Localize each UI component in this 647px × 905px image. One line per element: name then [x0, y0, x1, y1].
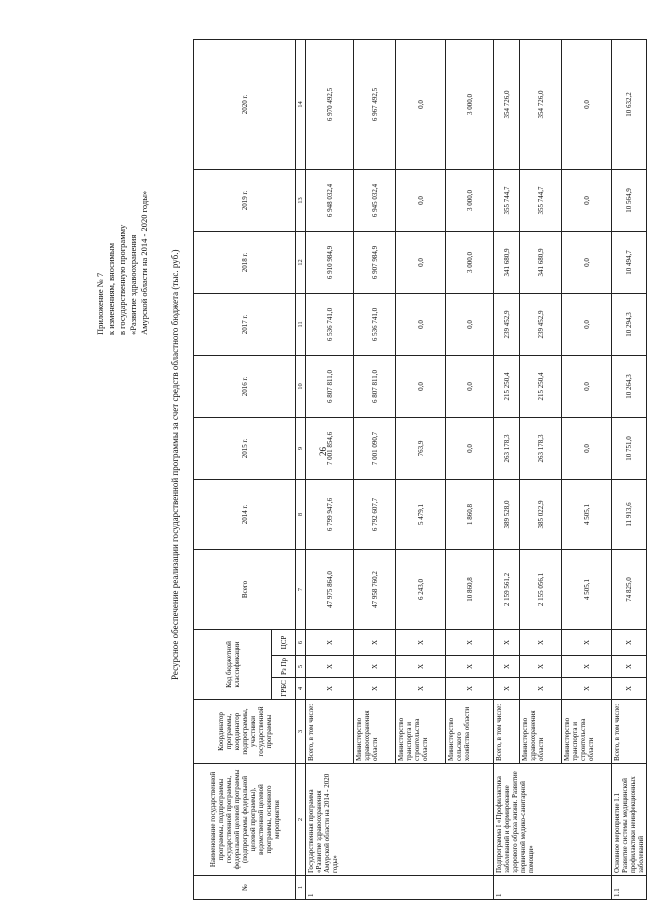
cell-value: 11 913,6	[612, 480, 647, 550]
cell-value: 10 294,3	[612, 294, 647, 356]
column-index: 3	[296, 700, 306, 764]
column-index: 2	[296, 764, 306, 876]
cell-value: 1 860,8	[446, 480, 494, 550]
column-index: 8	[296, 480, 306, 550]
table-row	[306, 40, 354, 900]
cell-total: 10 860,8	[446, 550, 494, 630]
header-total: Всего	[194, 550, 296, 630]
cell-value: 763,9	[396, 418, 446, 480]
row-coordinator: Всего, в том числе:	[494, 700, 520, 764]
header-year: 2017 г.	[194, 294, 296, 356]
cell-value: 354 726,0	[520, 40, 562, 170]
column-index: 14	[296, 40, 306, 170]
cell-value: 10 751,0	[612, 418, 647, 480]
cell-value: 6 792 607,7	[354, 480, 396, 550]
column-index: 1	[296, 876, 306, 900]
row-coordinator: Министерство здравоохранения области	[354, 700, 396, 764]
cell-grbs: X	[494, 678, 520, 700]
cell-total: 74 825,0	[612, 550, 647, 630]
cell-value: 341 680,9	[494, 232, 520, 294]
cell-value: 10 264,3	[612, 356, 647, 418]
cell-csr: X	[306, 630, 354, 656]
appendix-line: Амурской области на 2014 - 2020 годы»	[139, 190, 149, 335]
cell-value: 355 744,7	[520, 170, 562, 232]
cell-grbs: X	[396, 678, 446, 700]
cell-value: 0,0	[562, 170, 612, 232]
cell-value: 7 001 090,7	[354, 418, 396, 480]
cell-value: 6 799 947,6	[306, 480, 354, 550]
cell-value: 215 250,4	[494, 356, 520, 418]
cell-rzpr: X	[446, 656, 494, 678]
header-year: 2015 г.	[194, 418, 296, 480]
header-year: 2014 г.	[194, 480, 296, 550]
cell-grbs: X	[562, 678, 612, 700]
cell-value: 0,0	[396, 294, 446, 356]
cell-value: 0,0	[446, 294, 494, 356]
cell-value: 4 505,1	[562, 480, 612, 550]
cell-value: 215 250,4	[520, 356, 562, 418]
row-coordinator: Министерство транспорта и строительства области	[396, 700, 446, 764]
cell-rzpr: X	[354, 656, 396, 678]
cell-value: 0,0	[562, 232, 612, 294]
cell-grbs: X	[306, 678, 354, 700]
header-name: Наименование государственной программы, подпрограммы государственной программы, федеральной целевой программы (подпрограммы федеральной целевой программы), ведомственной целевой программы, основного мероприятия	[194, 764, 296, 876]
cell-value: 10 564,9	[612, 170, 647, 232]
cell-value: 0,0	[396, 170, 446, 232]
cell-value: 389 528,0	[494, 480, 520, 550]
row-name: Подпрограмма I «Профилактика заболеваний и формирование здорового образа жизни. Развитие первичной медико-санитарной помощи»	[494, 764, 612, 876]
cell-value: 263 178,3	[520, 418, 562, 480]
appendix-line: «Развитие здравоохранения	[128, 234, 138, 335]
cell-value: 0,0	[562, 356, 612, 418]
cell-csr: X	[494, 630, 520, 656]
row-name: Государственная программа «Развитие здравоохранения Амурской области на 2014 - 2020 годы»	[306, 764, 494, 876]
cell-total: 47 958 760,2	[354, 550, 396, 630]
cell-csr: X	[396, 630, 446, 656]
cell-csr: X	[562, 630, 612, 656]
cell-value: 6 967 492,5	[354, 40, 396, 170]
cell-csr: X	[612, 630, 647, 656]
cell-value: 10 632,2	[612, 40, 647, 170]
rotated-table-container	[193, 40, 645, 900]
cell-value: 3 000,0	[446, 232, 494, 294]
cell-csr: X	[446, 630, 494, 656]
cell-value: 0,0	[396, 356, 446, 418]
cell-value: 263 178,3	[494, 418, 520, 480]
column-index: 12	[296, 232, 306, 294]
cell-csr: X	[520, 630, 562, 656]
header-no: №	[194, 876, 296, 900]
row-coordinator: Министерство транспорта и строительства области	[562, 700, 612, 764]
cell-grbs: X	[520, 678, 562, 700]
header-budget-code: Код бюджетной классификации	[194, 630, 272, 700]
cell-rzpr: X	[306, 656, 354, 678]
cell-value: 355 744,7	[494, 170, 520, 232]
cell-value: 6 536 741,0	[306, 294, 354, 356]
cell-total: 2 155 056,1	[520, 550, 562, 630]
row-coordinator: Министерство здравоохранения области	[520, 700, 562, 764]
row-number: 1	[494, 876, 612, 900]
column-index: 7	[296, 550, 306, 630]
column-index: 4	[296, 678, 306, 700]
cell-grbs: X	[354, 678, 396, 700]
column-index: 9	[296, 418, 306, 480]
row-coordinator: Всего, в том числе:	[612, 700, 647, 764]
cell-value: 0,0	[396, 232, 446, 294]
table-row	[494, 40, 520, 900]
cell-total: 4 505,1	[562, 550, 612, 630]
cell-value: 0,0	[446, 418, 494, 480]
cell-value: 341 680,9	[520, 232, 562, 294]
cell-value: 7 001 854,6	[306, 418, 354, 480]
cell-rzpr: X	[562, 656, 612, 678]
cell-rzpr: X	[494, 656, 520, 678]
cell-value: 354 726,0	[494, 40, 520, 170]
header-year: 2020 г.	[194, 40, 296, 170]
table-row	[612, 40, 647, 900]
row-number: 1.1	[612, 876, 647, 900]
row-coordinator: Всего, в том числе:	[306, 700, 354, 764]
cell-rzpr: X	[612, 656, 647, 678]
appendix-line: Приложение № 7	[95, 272, 105, 335]
cell-value: 0,0	[446, 356, 494, 418]
cell-total: 2 159 561,2	[494, 550, 520, 630]
cell-value: 0,0	[562, 418, 612, 480]
cell-value: 3 000,0	[446, 40, 494, 170]
page-number: 26	[318, 447, 328, 456]
column-index: 6	[296, 630, 306, 656]
cell-value: 0,0	[562, 294, 612, 356]
cell-value: 6 907 984,9	[354, 232, 396, 294]
cell-value: 239 452,9	[494, 294, 520, 356]
header-csr: ЦСР	[272, 630, 296, 656]
appendix-note	[95, 191, 150, 335]
cell-value: 239 452,9	[520, 294, 562, 356]
cell-value: 10 494,7	[612, 232, 647, 294]
cell-value: 6 807 811,0	[354, 356, 396, 418]
header-grbs: ГРБС	[272, 678, 296, 700]
appendix-line: в государственную программу	[117, 224, 127, 335]
resource-table	[193, 39, 647, 900]
column-index: 10	[296, 356, 306, 418]
cell-value: 6 910 984,9	[306, 232, 354, 294]
cell-value: 0,0	[562, 40, 612, 170]
cell-grbs: X	[446, 678, 494, 700]
appendix-line: к изменениям, вносимым	[106, 243, 116, 335]
cell-value: 3 000,0	[446, 170, 494, 232]
cell-value: 6 945 032,4	[354, 170, 396, 232]
cell-rzpr: X	[396, 656, 446, 678]
column-index: 5	[296, 656, 306, 678]
cell-grbs: X	[612, 678, 647, 700]
cell-value: 6 948 032,4	[306, 170, 354, 232]
cell-value: 5 479,1	[396, 480, 446, 550]
row-name: Основное мероприятие 1.1 Развитие системы медицинской профилактики неинфекционных заболеваний	[612, 764, 647, 876]
cell-rzpr: X	[520, 656, 562, 678]
cell-csr: X	[354, 630, 396, 656]
row-number: 1	[306, 876, 494, 900]
cell-value: 6 807 811,0	[306, 356, 354, 418]
table-title: Ресурсное обеспечение реализации государственной программы за счет средств областного бюджета (тыс. руб.)	[170, 249, 180, 680]
header-year: 2018 г.	[194, 232, 296, 294]
header-year: 2016 г.	[194, 356, 296, 418]
cell-value: 6 970 492,5	[306, 40, 354, 170]
cell-total: 47 975 864,0	[306, 550, 354, 630]
cell-value: 0,0	[396, 40, 446, 170]
header-rzpr: Рз Пр	[272, 656, 296, 678]
column-index: 11	[296, 294, 306, 356]
cell-value: 385 022,9	[520, 480, 562, 550]
row-coordinator: Министерство сельского хозяйства области	[446, 700, 494, 764]
header-coordinator: Координатор программы, координатор подпрограммы, участники государственной программы	[194, 700, 296, 764]
column-index: 13	[296, 170, 306, 232]
header-year: 2019 г.	[194, 170, 296, 232]
cell-value: 6 536 741,0	[354, 294, 396, 356]
cell-total: 6 243,0	[396, 550, 446, 630]
